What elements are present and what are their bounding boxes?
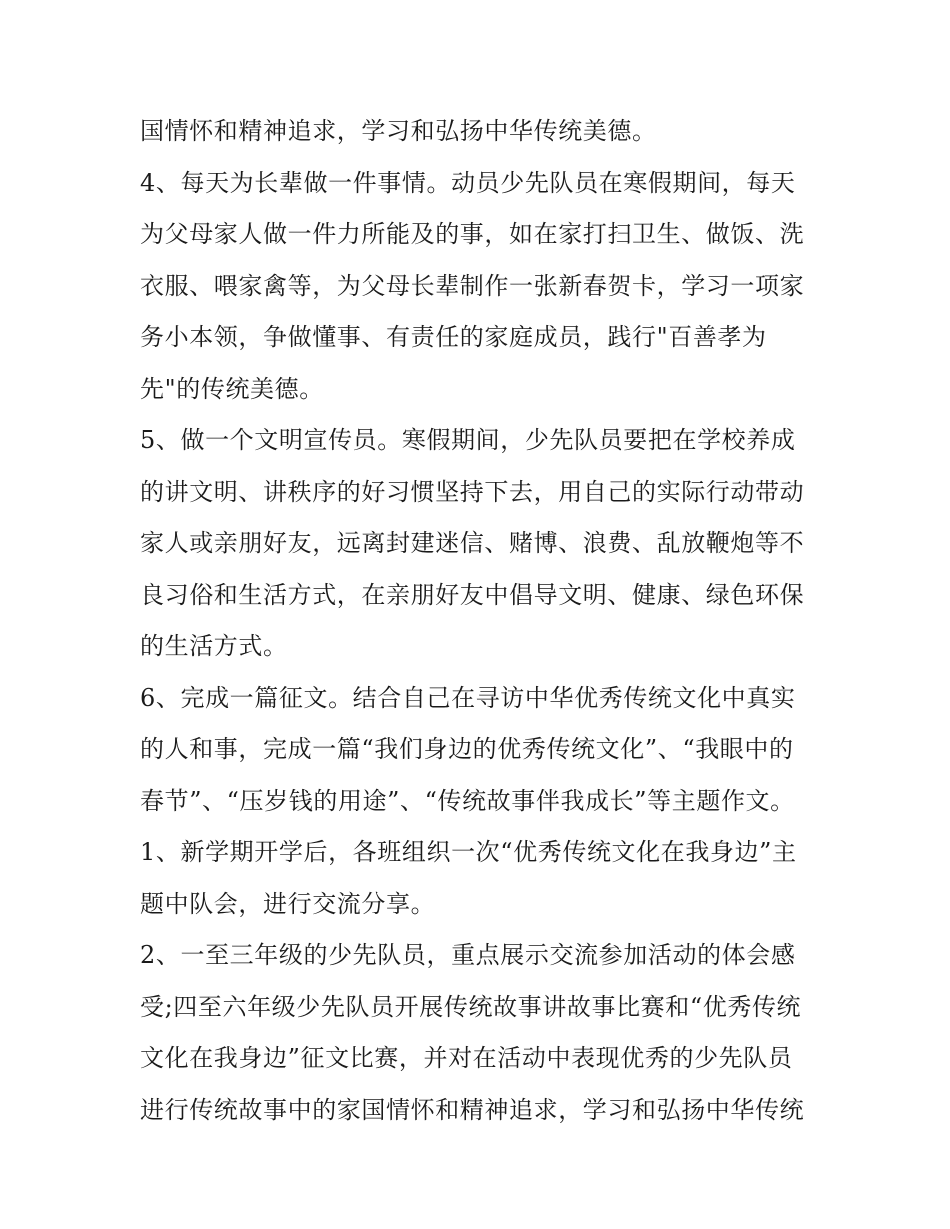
text-line: 良习俗和生活方式，在亲朋好友中倡导文明、健康、绿色环保 <box>140 580 805 609</box>
text-line: 进行传统故事中的家国情怀和精神追求，学习和弘扬中华传统 <box>140 1095 805 1124</box>
text-line: 文化在我身边”征文比赛，并对在活动中表现优秀的少先队员 <box>140 1044 793 1072</box>
text-line: 务小本领，争做懂事、有责任的家庭成员，践行"百善孝为 <box>140 323 767 351</box>
text-line: 4、每天为长辈做一件事情。动员少先队员在寒假期间，每天 <box>140 168 796 197</box>
document-body <box>140 106 820 1136</box>
text-line: 受;四至六年级少先队员开展传统故事讲故事比赛和“优秀传统 <box>140 992 802 1021</box>
text-line: 的讲文明、讲秩序的好习惯坚持下去，用自己的实际行动带动 <box>140 477 805 506</box>
text-line: 6、完成一篇征文。结合自己在寻访中华优秀传统文化中真实 <box>140 683 796 712</box>
text-line: 5、做一个文明宣传员。寒假期间，少先队员要把在学校养成 <box>140 426 796 454</box>
text-line: 为父母家人做一件力所能及的事，如在家打扫卫生、做饭、洗 <box>140 220 805 248</box>
text-line: 的生活方式。 <box>140 632 288 660</box>
text-line: 衣服、喂家禽等，为父母长辈制作一张新春贺卡，学习一项家 <box>140 271 805 300</box>
text-line: 2、一至三年级的少先队员，重点展示交流参加活动的体会感 <box>140 941 796 969</box>
text-line: 1、新学期开学后，各班组织一次“优秀传统文化在我身边”主 <box>140 838 797 866</box>
text-line: 的人和事，完成一篇“我们身边的优秀传统文化”、“我眼中的 <box>140 735 794 763</box>
text-line: 国情怀和精神追求，学习和弘扬中华传统美德。 <box>140 117 657 145</box>
text-line: 春节”、“压岁钱的用途”、“传统故事伴我成长”等主题作文。 <box>140 786 795 815</box>
text-line: 题中队会，进行交流分享。 <box>140 889 436 918</box>
text-line: 先"的传统美德。 <box>140 374 324 403</box>
text-line: 家人或亲朋好友，远离封建迷信、赌博、浪费、乱放鞭炮等不 <box>140 529 805 557</box>
